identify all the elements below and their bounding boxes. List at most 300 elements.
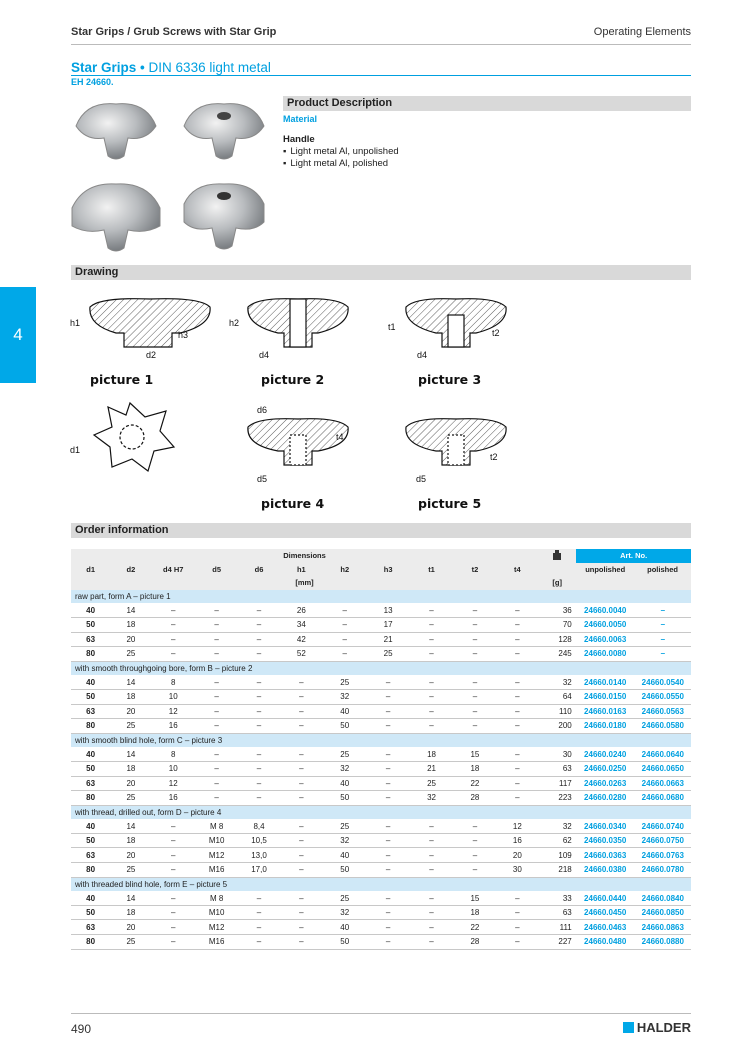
cell-weight: 223 bbox=[538, 791, 576, 806]
table-cell: – bbox=[280, 761, 323, 776]
cell-d1: 40 bbox=[71, 675, 110, 689]
cell-d1: 63 bbox=[71, 704, 110, 719]
table-cell: M 8 bbox=[195, 891, 238, 905]
table-cell: 50 bbox=[323, 719, 366, 734]
table-cell: – bbox=[497, 689, 538, 704]
table-cell: – bbox=[497, 647, 538, 662]
artno-polished: – bbox=[634, 603, 691, 617]
table-cell: – bbox=[152, 920, 195, 935]
cell-weight: 63 bbox=[538, 905, 576, 920]
table-cell: – bbox=[453, 719, 496, 734]
artno-polished[interactable]: 24660.0580 bbox=[634, 719, 691, 734]
table-cell: 20 bbox=[110, 848, 151, 863]
table-cell: – bbox=[366, 905, 409, 920]
material-label: Material bbox=[283, 114, 318, 124]
artno-unpolished[interactable]: 24660.0050 bbox=[576, 617, 634, 632]
table-cell: – bbox=[195, 719, 238, 734]
artno-polished[interactable]: 24660.0640 bbox=[634, 747, 691, 761]
table-cell: – bbox=[453, 632, 496, 647]
cell-d1: 63 bbox=[71, 848, 110, 863]
table-cell: M16 bbox=[195, 863, 238, 878]
group-header bbox=[71, 590, 691, 604]
artno-polished[interactable]: 24660.0840 bbox=[634, 891, 691, 905]
table-cell: 10,5 bbox=[238, 833, 279, 848]
artno-polished[interactable]: 24660.0550 bbox=[634, 689, 691, 704]
table-cell: 12 bbox=[152, 704, 195, 719]
table-cell: – bbox=[280, 833, 323, 848]
artno-unpolished[interactable]: 24660.0280 bbox=[576, 791, 634, 806]
table-row bbox=[71, 863, 691, 878]
table-cell: – bbox=[280, 848, 323, 863]
artno-polished[interactable]: 24660.0563 bbox=[634, 704, 691, 719]
artno-polished[interactable]: 24660.0880 bbox=[634, 935, 691, 950]
cell-weight: 32 bbox=[538, 819, 576, 833]
table-cell: 12 bbox=[152, 776, 195, 791]
table-cell: – bbox=[453, 647, 496, 662]
cell-d1: 80 bbox=[71, 935, 110, 950]
artno-unpolished[interactable]: 24660.0163 bbox=[576, 704, 634, 719]
table-cell: – bbox=[152, 905, 195, 920]
table-cell: – bbox=[497, 920, 538, 935]
group-label: with threaded blind hole, form E – picture 5 bbox=[71, 877, 691, 891]
table-cell: 32 bbox=[323, 761, 366, 776]
table-cell: – bbox=[410, 689, 453, 704]
cell-weight: 110 bbox=[538, 704, 576, 719]
table-cell: 20 bbox=[110, 632, 151, 647]
table-cell: – bbox=[152, 819, 195, 833]
table-cell: 30 bbox=[497, 863, 538, 878]
dim-label-t4: t4 bbox=[336, 432, 344, 442]
cell-d1: 50 bbox=[71, 617, 110, 632]
table-cell: – bbox=[280, 776, 323, 791]
artno-unpolished[interactable]: 24660.0263 bbox=[576, 776, 634, 791]
order-info-heading: Order information bbox=[71, 523, 691, 538]
table-cell: 8 bbox=[152, 747, 195, 761]
table-cell: – bbox=[238, 689, 279, 704]
artno-unpolished[interactable]: 24660.0240 bbox=[576, 747, 634, 761]
handle-item: ▪ Light metal Al, polished bbox=[283, 158, 399, 170]
table-cell: 32 bbox=[323, 905, 366, 920]
drawing-heading: Drawing bbox=[71, 265, 691, 280]
page-number: 490 bbox=[71, 1022, 92, 1036]
table-cell: M10 bbox=[195, 905, 238, 920]
table-cell: 20 bbox=[497, 848, 538, 863]
table-cell: – bbox=[195, 776, 238, 791]
table-cell: – bbox=[238, 603, 279, 617]
table-cell: – bbox=[152, 647, 195, 662]
polished-header: polished bbox=[634, 563, 691, 577]
artno-polished[interactable]: 24660.0780 bbox=[634, 863, 691, 878]
table-cell: – bbox=[453, 689, 496, 704]
table-cell: – bbox=[366, 675, 409, 689]
table-cell: – bbox=[238, 747, 279, 761]
table-cell: – bbox=[152, 848, 195, 863]
cell-weight: 36 bbox=[538, 603, 576, 617]
cell-weight: 70 bbox=[538, 617, 576, 632]
artno-unpolished[interactable]: 24660.0180 bbox=[576, 719, 634, 734]
handle-label: Handle bbox=[283, 134, 315, 145]
table-cell: 15 bbox=[453, 891, 496, 905]
table-cell: – bbox=[195, 689, 238, 704]
cell-weight: 109 bbox=[538, 848, 576, 863]
photo-knob-polished-1 bbox=[184, 104, 264, 159]
table-cell: 26 bbox=[280, 603, 323, 617]
table-cell: 15 bbox=[453, 747, 496, 761]
header-section-title: Star Grips / Grub Screws with Star Grip bbox=[71, 26, 277, 38]
col-header: d5 bbox=[195, 563, 238, 577]
chapter-tab[interactable]: 4 bbox=[0, 287, 36, 383]
picture-2-label: picture 2 bbox=[261, 372, 325, 387]
table-cell: – bbox=[366, 891, 409, 905]
table-cell: 20 bbox=[110, 776, 151, 791]
table-cell: – bbox=[280, 689, 323, 704]
cell-weight: 128 bbox=[538, 632, 576, 647]
table-cell: – bbox=[453, 704, 496, 719]
table-cell: – bbox=[410, 891, 453, 905]
table-cell: 17,0 bbox=[238, 863, 279, 878]
drawing-picture-3 bbox=[406, 299, 506, 347]
header-divider bbox=[71, 44, 691, 45]
title-main: Star Grips bbox=[71, 60, 137, 75]
table-cell: 18 bbox=[410, 747, 453, 761]
weight-icon bbox=[538, 549, 576, 563]
artno-polished[interactable]: 24660.0850 bbox=[634, 905, 691, 920]
table-cell: – bbox=[410, 833, 453, 848]
table-cell: – bbox=[410, 632, 453, 647]
cell-weight: 64 bbox=[538, 689, 576, 704]
table-cell: 8,4 bbox=[238, 819, 279, 833]
artno-unpolished[interactable]: 24660.0080 bbox=[576, 647, 634, 662]
table-row bbox=[71, 689, 691, 704]
dim-label-h3: h3 bbox=[178, 330, 189, 340]
table-row bbox=[71, 719, 691, 734]
cell-d1: 80 bbox=[71, 791, 110, 806]
drawing-picture-1 bbox=[90, 299, 210, 347]
table-cell: – bbox=[366, 935, 409, 950]
table-cell: 18 bbox=[110, 833, 151, 848]
table-cell: – bbox=[410, 848, 453, 863]
artno-unpolished[interactable]: 24660.0150 bbox=[576, 689, 634, 704]
cell-d1: 50 bbox=[71, 761, 110, 776]
table-cell: 25 bbox=[323, 819, 366, 833]
table-row bbox=[71, 617, 691, 632]
table-row bbox=[71, 891, 691, 905]
table-cell: 40 bbox=[323, 776, 366, 791]
table-cell: 40 bbox=[323, 920, 366, 935]
table-cell: – bbox=[366, 776, 409, 791]
table-cell: 17 bbox=[366, 617, 409, 632]
table-cell: – bbox=[410, 617, 453, 632]
cell-weight: 63 bbox=[538, 761, 576, 776]
table-cell: – bbox=[366, 920, 409, 935]
table-cell: 25 bbox=[323, 675, 366, 689]
table-cell: – bbox=[195, 603, 238, 617]
artno-unpolished[interactable]: 24660.0350 bbox=[576, 833, 634, 848]
dim-label-d5-p4: d5 bbox=[257, 474, 268, 484]
table-cell: 10 bbox=[152, 761, 195, 776]
artno-polished[interactable]: 24660.0650 bbox=[634, 761, 691, 776]
table-cell: 18 bbox=[453, 761, 496, 776]
table-cell: M12 bbox=[195, 848, 238, 863]
artno-unpolished[interactable]: 24660.0463 bbox=[576, 920, 634, 935]
table-cell: – bbox=[497, 791, 538, 806]
drawing-picture-2 bbox=[248, 299, 348, 347]
cell-d1: 63 bbox=[71, 632, 110, 647]
table-row bbox=[71, 791, 691, 806]
table-cell: – bbox=[280, 791, 323, 806]
table-cell: – bbox=[280, 935, 323, 950]
table-cell: – bbox=[366, 791, 409, 806]
table-cell: M10 bbox=[195, 833, 238, 848]
cell-d1: 63 bbox=[71, 776, 110, 791]
table-cell: – bbox=[366, 704, 409, 719]
table-cell: – bbox=[410, 603, 453, 617]
table-cell: 16 bbox=[152, 791, 195, 806]
artno-polished[interactable]: 24660.0750 bbox=[634, 833, 691, 848]
table-cell: 34 bbox=[280, 617, 323, 632]
page-title bbox=[71, 60, 271, 75]
table-row bbox=[71, 920, 691, 935]
table-cell: 18 bbox=[110, 617, 151, 632]
table-cell: 25 bbox=[110, 719, 151, 734]
cell-weight: 200 bbox=[538, 719, 576, 734]
cell-d1: 40 bbox=[71, 603, 110, 617]
table-cell: – bbox=[453, 617, 496, 632]
table-cell: – bbox=[152, 833, 195, 848]
table-cell: – bbox=[195, 747, 238, 761]
table-cell: 14 bbox=[110, 747, 151, 761]
table-cell: 20 bbox=[110, 704, 151, 719]
col-header: d4 H7 bbox=[152, 563, 195, 577]
technical-drawings bbox=[60, 285, 700, 520]
photo-knob-polished-2 bbox=[184, 184, 264, 249]
table-cell: – bbox=[323, 647, 366, 662]
table-cell: – bbox=[453, 675, 496, 689]
handle-materials-list bbox=[283, 146, 399, 170]
group-header bbox=[71, 733, 691, 747]
cell-weight: 30 bbox=[538, 747, 576, 761]
table-cell: – bbox=[280, 675, 323, 689]
artno-unpolished[interactable]: 24660.0340 bbox=[576, 819, 634, 833]
artno-polished[interactable]: 24660.0740 bbox=[634, 819, 691, 833]
group-header bbox=[71, 877, 691, 891]
col-header: h3 bbox=[366, 563, 409, 577]
artno-polished[interactable]: 24660.0663 bbox=[634, 776, 691, 791]
table-cell: 25 bbox=[110, 791, 151, 806]
table-cell: – bbox=[410, 863, 453, 878]
dim-label-d4-p2: d4 bbox=[259, 350, 270, 360]
artno-unpolished[interactable]: 24660.0380 bbox=[576, 863, 634, 878]
table-cell: 40 bbox=[323, 848, 366, 863]
dim-label-t2-p3: t2 bbox=[492, 328, 500, 338]
table-cell: 25 bbox=[110, 647, 151, 662]
table-cell: 22 bbox=[453, 776, 496, 791]
cell-d1: 50 bbox=[71, 689, 110, 704]
col-header: t4 bbox=[497, 563, 538, 577]
dimensions-header: Dimensions bbox=[71, 549, 538, 563]
table-cell: 8 bbox=[152, 675, 195, 689]
cell-weight: 32 bbox=[538, 675, 576, 689]
artno-polished[interactable]: 24660.0863 bbox=[634, 920, 691, 935]
artno-unpolished[interactable]: 24660.0440 bbox=[576, 891, 634, 905]
table-cell: – bbox=[238, 935, 279, 950]
dim-label-d4-p3: d4 bbox=[417, 350, 428, 360]
table-cell: – bbox=[195, 617, 238, 632]
unit-mm: [mm] bbox=[71, 576, 538, 590]
dim-label-d6: d6 bbox=[257, 405, 268, 415]
table-cell: – bbox=[497, 891, 538, 905]
table-cell: 20 bbox=[110, 920, 151, 935]
table-cell: M16 bbox=[195, 935, 238, 950]
group-header bbox=[71, 661, 691, 675]
table-cell: – bbox=[453, 863, 496, 878]
artno-polished[interactable]: 24660.0540 bbox=[634, 675, 691, 689]
table-row bbox=[71, 819, 691, 833]
table-cell: – bbox=[497, 719, 538, 734]
table-row bbox=[71, 761, 691, 776]
photo-knob-unpolished-2 bbox=[72, 184, 160, 251]
group-label: with smooth blind hole, form C – picture 3 bbox=[71, 733, 691, 747]
table-cell: 42 bbox=[280, 632, 323, 647]
picture-4-label: picture 4 bbox=[261, 496, 325, 511]
cell-weight: 117 bbox=[538, 776, 576, 791]
table-cell: 28 bbox=[453, 935, 496, 950]
col-header: t1 bbox=[410, 563, 453, 577]
dim-label-h2: h2 bbox=[229, 318, 240, 328]
table-cell: – bbox=[410, 905, 453, 920]
group-label: with thread, drilled out, form D – picture 4 bbox=[71, 805, 691, 819]
title-underline bbox=[71, 75, 691, 76]
table-cell: 13 bbox=[366, 603, 409, 617]
table-row bbox=[71, 935, 691, 950]
table-cell: – bbox=[410, 935, 453, 950]
group-label: raw part, form A – picture 1 bbox=[71, 590, 691, 604]
col-header: h2 bbox=[323, 563, 366, 577]
table-cell: M12 bbox=[195, 920, 238, 935]
table-cell: – bbox=[195, 647, 238, 662]
table-cell: – bbox=[152, 617, 195, 632]
dim-label-d5-p5: d5 bbox=[416, 474, 427, 484]
table-cell: 25 bbox=[410, 776, 453, 791]
table-cell: 28 bbox=[453, 791, 496, 806]
cell-weight: 245 bbox=[538, 647, 576, 662]
table-cell: 13,0 bbox=[238, 848, 279, 863]
table-cell: – bbox=[497, 747, 538, 761]
artno-unpolished[interactable]: 24660.0250 bbox=[576, 761, 634, 776]
table-cell: – bbox=[280, 863, 323, 878]
table-cell: – bbox=[410, 675, 453, 689]
table-cell: – bbox=[366, 848, 409, 863]
table-row bbox=[71, 603, 691, 617]
artno-unpolished[interactable]: 24660.0450 bbox=[576, 905, 634, 920]
dim-label-t1: t1 bbox=[388, 322, 396, 332]
table-cell: – bbox=[497, 675, 538, 689]
artno-polished[interactable]: 24660.0680 bbox=[634, 791, 691, 806]
table-cell: – bbox=[497, 617, 538, 632]
table-cell: – bbox=[453, 848, 496, 863]
cell-d1: 63 bbox=[71, 920, 110, 935]
table-cell: – bbox=[280, 747, 323, 761]
picture-5-label: picture 5 bbox=[418, 496, 482, 511]
table-cell: – bbox=[195, 704, 238, 719]
table-cell: 22 bbox=[453, 920, 496, 935]
table-cell: – bbox=[366, 863, 409, 878]
table-cell: 18 bbox=[453, 905, 496, 920]
table-cell: – bbox=[238, 776, 279, 791]
table-cell: – bbox=[366, 819, 409, 833]
header-category: Operating Elements bbox=[593, 26, 691, 38]
artno-unpolished[interactable]: 24660.0480 bbox=[576, 935, 634, 950]
table-cell: 18 bbox=[110, 689, 151, 704]
table-cell: – bbox=[238, 704, 279, 719]
table-cell: – bbox=[323, 632, 366, 647]
artno-unpolished[interactable]: 24660.0363 bbox=[576, 848, 634, 863]
table-cell: – bbox=[366, 761, 409, 776]
artno-unpolished[interactable]: 24660.0040 bbox=[576, 603, 634, 617]
table-cell: – bbox=[323, 617, 366, 632]
table-cell: – bbox=[195, 761, 238, 776]
table-cell: – bbox=[152, 935, 195, 950]
table-row bbox=[71, 833, 691, 848]
table-cell: – bbox=[497, 905, 538, 920]
table-cell: 32 bbox=[323, 833, 366, 848]
artno-unpolished[interactable]: 24660.0063 bbox=[576, 632, 634, 647]
table-cell: – bbox=[238, 891, 279, 905]
title-separator: • bbox=[140, 60, 145, 75]
table-cell: – bbox=[280, 819, 323, 833]
table-cell: 25 bbox=[110, 863, 151, 878]
table-cell: – bbox=[366, 833, 409, 848]
table-cell: 14 bbox=[110, 603, 151, 617]
col-header: d2 bbox=[110, 563, 151, 577]
table-cell: 14 bbox=[110, 891, 151, 905]
dim-label-d2: d2 bbox=[146, 350, 157, 360]
table-cell: 18 bbox=[110, 905, 151, 920]
table-cell: – bbox=[152, 863, 195, 878]
artno-polished[interactable]: 24660.0763 bbox=[634, 848, 691, 863]
table-cell: – bbox=[195, 791, 238, 806]
table-cell: – bbox=[195, 632, 238, 647]
footer-divider bbox=[71, 1013, 691, 1014]
picture-3-label: picture 3 bbox=[418, 372, 482, 387]
handle-item: ▪ Light metal Al, unpolished bbox=[283, 146, 399, 158]
table-cell: 32 bbox=[410, 791, 453, 806]
table-cell: 25 bbox=[323, 891, 366, 905]
table-cell: – bbox=[497, 603, 538, 617]
artno-polished: – bbox=[634, 632, 691, 647]
table-cell: – bbox=[453, 833, 496, 848]
table-cell: 25 bbox=[323, 747, 366, 761]
table-row bbox=[71, 848, 691, 863]
table-cell: 52 bbox=[280, 647, 323, 662]
table-row bbox=[71, 704, 691, 719]
table-cell: – bbox=[280, 891, 323, 905]
table-cell: – bbox=[453, 819, 496, 833]
table-cell: 50 bbox=[323, 791, 366, 806]
table-cell: 25 bbox=[110, 935, 151, 950]
table-cell: 12 bbox=[497, 819, 538, 833]
artno-unpolished[interactable]: 24660.0140 bbox=[576, 675, 634, 689]
table-cell: – bbox=[152, 603, 195, 617]
table-row bbox=[71, 905, 691, 920]
product-photos bbox=[66, 96, 276, 256]
dim-label-h1: h1 bbox=[70, 318, 81, 328]
table-cell: – bbox=[238, 761, 279, 776]
halder-logo bbox=[623, 1020, 691, 1035]
table-row bbox=[71, 675, 691, 689]
table-cell: – bbox=[280, 719, 323, 734]
artno-header: Art. No. bbox=[576, 549, 691, 563]
